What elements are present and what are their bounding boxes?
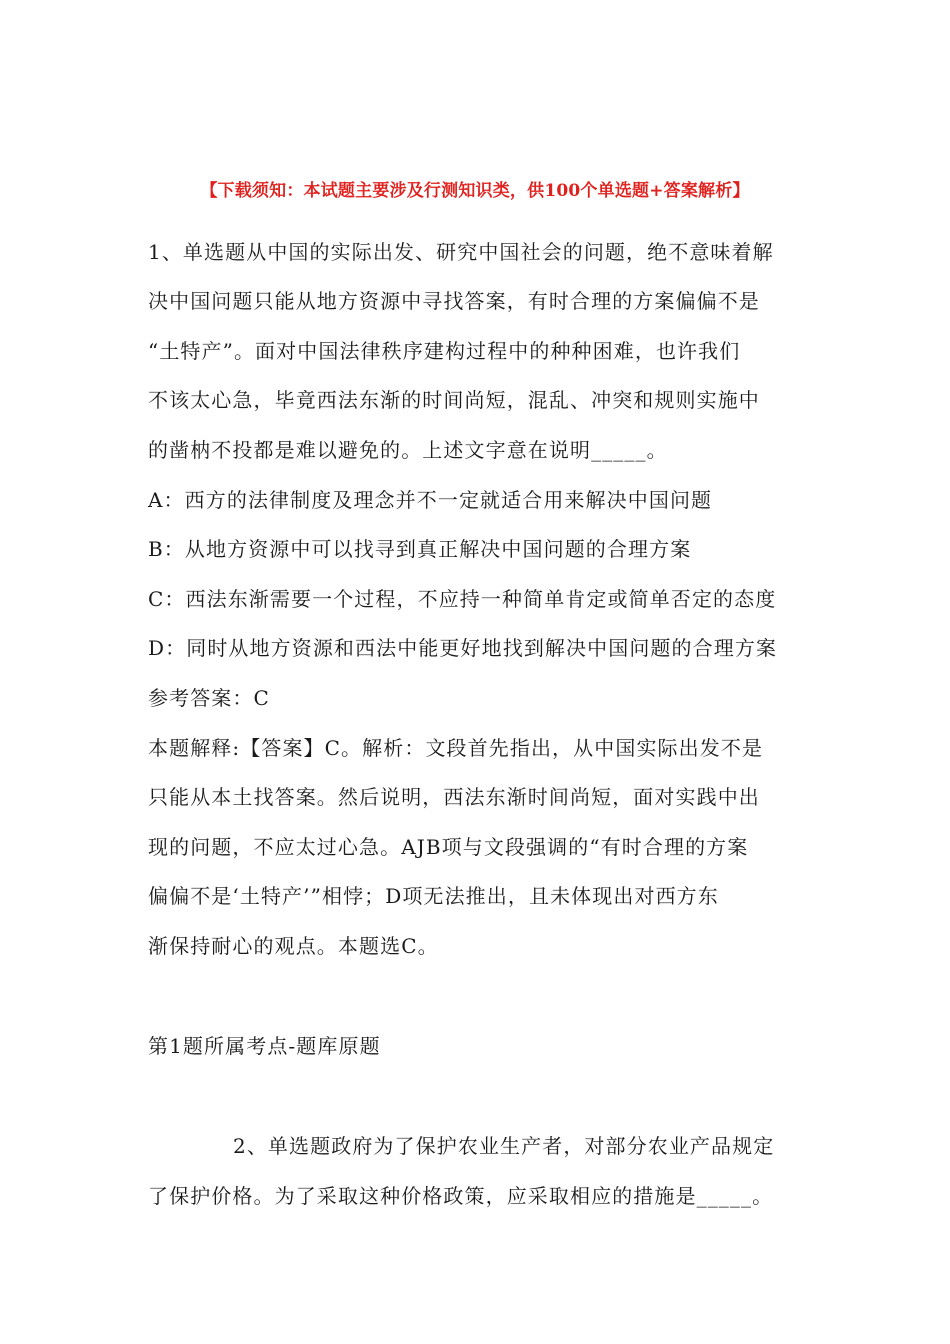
- q1-option-b: B：从地方资源中可以找寻到真正解决中国问题的合理方案: [148, 537, 692, 561]
- q1-stem-line-1: 1、单选题从中国的实际出发、研究中国社会的问题，绝不意味着解: [148, 240, 774, 264]
- q1-stem-line-5: 的凿枘不投都是难以避免的。上述文字意在说明_____。: [148, 438, 668, 462]
- q1-stem-line-2: 决中国问题只能从地方资源中寻找答案，有时合理的方案偏偏不是: [148, 289, 760, 313]
- q1-stem-line-4: 不该太心急，毕竟西法东渐的时间尚短，混乱、冲突和规则实施中: [148, 388, 760, 412]
- q1-option-c: C：西法东渐需要一个过程，不应持一种简单肯定或简单否定的态度: [148, 587, 777, 611]
- q2-stem-line-1: 2、单选题政府为了保护农业生产者，对部分农业产品规定: [233, 1134, 775, 1158]
- q1-option-a: A：西方的法律制度及理念并不一定就适合用来解决中国问题: [148, 488, 713, 512]
- q1-stem-line-3: “土特产”。面对中国法律秩序建构过程中的种种困难，也许我们: [148, 339, 741, 363]
- q1-source-tag: 第1题所属考点-题库原题: [148, 1034, 381, 1058]
- q1-explanation-line-1: 本题解释:【答案】C。解析：文段首先指出，从中国实际出发不是: [148, 736, 764, 760]
- q1-explanation-line-5: 渐保持耐心的观点。本题选C。: [148, 934, 439, 958]
- q1-explanation-line-3: 现的问题，不应太过心急。AJB项与文段强调的“有时合理的方案: [148, 835, 749, 859]
- download-notice: 【下载须知：本试题主要涉及行测知识类，供100个单选题+答案解析】: [200, 181, 750, 201]
- q2-stem-line-2: 了保护价格。为了采取这种价格政策，应采取相应的措施是_____。: [148, 1184, 774, 1208]
- q1-option-d: D：同时从地方资源和西法中能更好地找到解决中国问题的合理方案: [148, 636, 778, 660]
- q1-explanation-line-2: 只能从本土找答案。然后说明，西法东渐时间尚短，面对实践中出: [148, 785, 760, 809]
- q1-answer: 参考答案：C: [148, 686, 270, 710]
- q1-explanation-line-4: 偏偏不是‘土特产’”相悖；D项无法推出，且未体现出对西方东: [148, 884, 719, 908]
